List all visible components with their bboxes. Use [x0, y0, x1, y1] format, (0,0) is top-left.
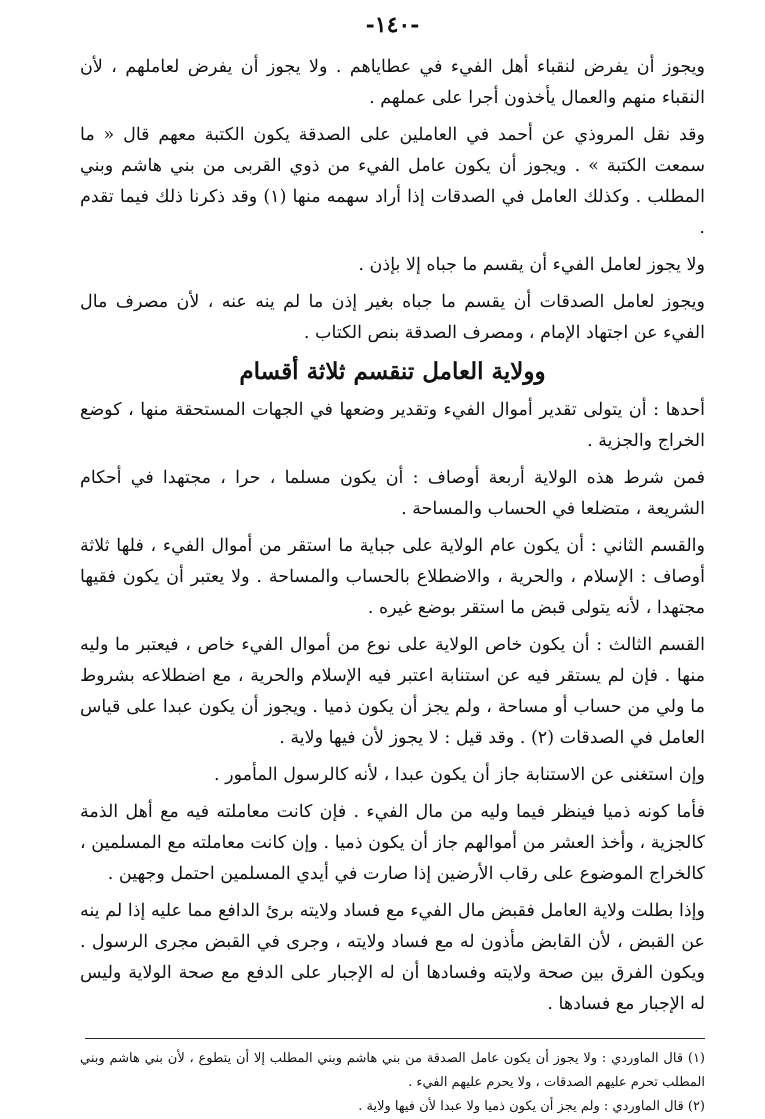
paragraph: فمن شرط هذه الولاية أربعة أوصاف : أن يكون مسلما ، حرا ، مجتهدا في أحكام الشريعة ، متضلعا في الحساب والمساحة . [80, 468, 705, 519]
paragraph: وإذا بطلت ولاية العامل فقبض مال الفيء مع فساد ولايته برئ الدافع مما عليه إذا لم ينه عن القبض ، لأن القابض مأذون له مع فساد ولايته ، وجرى في القبض مجرى الرسول . ويكون الفرق بين صحة ولايته وفسادها أن له الإجبار على الدفع مع صحة الولاية وليس له الإجبار مع فسادها . [80, 901, 705, 1014]
paragraph: والقسم الثاني : أن يكون عام الولاية على جباية ما استقر من أموال الفيء ، فلها ثلاثة أوصاف : الإسلام ، والحرية ، والاضطلاع بالحساب والمساحة . ولا يعتبر أن يكون فقيها مجتهدا ، لأنه يتولى قبض ما استقر بوضع غيره . [80, 536, 705, 618]
paragraph: أحدها : أن يتولى تقدير أموال الفيء وتقدير وضعها في الجهات المستحقة منها ، كوضع الخراج والجزية . [80, 400, 705, 451]
paragraph: ويجوز أن يفرض لنقباء أهل الفيء في عطاياهم . ولا يجوز أن يفرض لعاملهم ، لأن النقباء منهم والعمال يأخذون أجرا على عملهم . [80, 57, 705, 108]
footnote: (١) قال الماوردي : ولا يجوز أن يكون عامل الصدقة من بني هاشم وبني المطلب إلا أن يتطوع ، لأن بني هاشم وبني المطلب تحرم عليهم الصدقات ، ولا يحرم عليهم الفيء . [80, 1051, 705, 1090]
footnote: (٢) قال الماوردي : ولم يجز أن يكون ذميا ولا عبدا لأن فيها ولاية . [358, 1099, 705, 1114]
footnote-divider [85, 1038, 705, 1039]
page-number: -١٤٠- [365, 12, 420, 38]
paragraph: وإن استغنى عن الاستنابة جاز أن يكون عبدا ، لأنه كالرسول المأمور . [214, 765, 705, 785]
section-heading: وولاية العامل تنقسم ثلاثة أقسام [239, 358, 546, 385]
paragraph: وقد نقل المروذي عن أحمد في العاملين على الصدقة يكون الكتبة معهم قال « ما سمعت الكتبة » . ويجوز أن يكون عامل الفيء من ذوي القربى من بني هاشم وبني المطلب . وكذلك العامل في الصدقات إذا أراد سهمه منها (١) وقد ذكرنا ذلك فيما تقدم . [80, 125, 705, 238]
paragraph: فأما كونه ذميا فينظر فيما وليه من مال الفيء . فإن كانت معاملته فيه مع أهل الذمة كالجزية ، وأخذ العشر من أموالهم جاز أن يكون ذميا . وإن كانت معاملته مع المسلمين ، كالخراج الموضوع على رقاب الأرضين إذا صارت في أيدي المسلمين احتمل وجهين . [80, 802, 705, 884]
paragraph: ويجوز لعامل الصدقات أن يقسم ما جباه بغير إذن ما لم ينه عنه ، لأن مصرف مال الفيء عن اجتهاد الإمام ، ومصرف الصدقة بنص الكتاب . [80, 292, 705, 343]
paragraph: ولا يجوز لعامل الفيء أن يقسم ما جباه إلا بإذن . [358, 255, 705, 275]
paragraph: القسم الثالث : أن يكون خاص الولاية على نوع من أموال الفيء خاص ، فيعتبر ما وليه منها . فإن لم يستقر فيه عن استنابة اعتبر فيه الإسلام والحرية ، مع اضطلاعه بشروط ما ولي من حساب أو مساحة ، ولم يجز أن يكون ذميا . ويجوز أن يكون عبدا على قياس العامل في الصدقات (٢) . وقد قيل : لا يجوز لأن فيها ولاية . [80, 635, 705, 748]
